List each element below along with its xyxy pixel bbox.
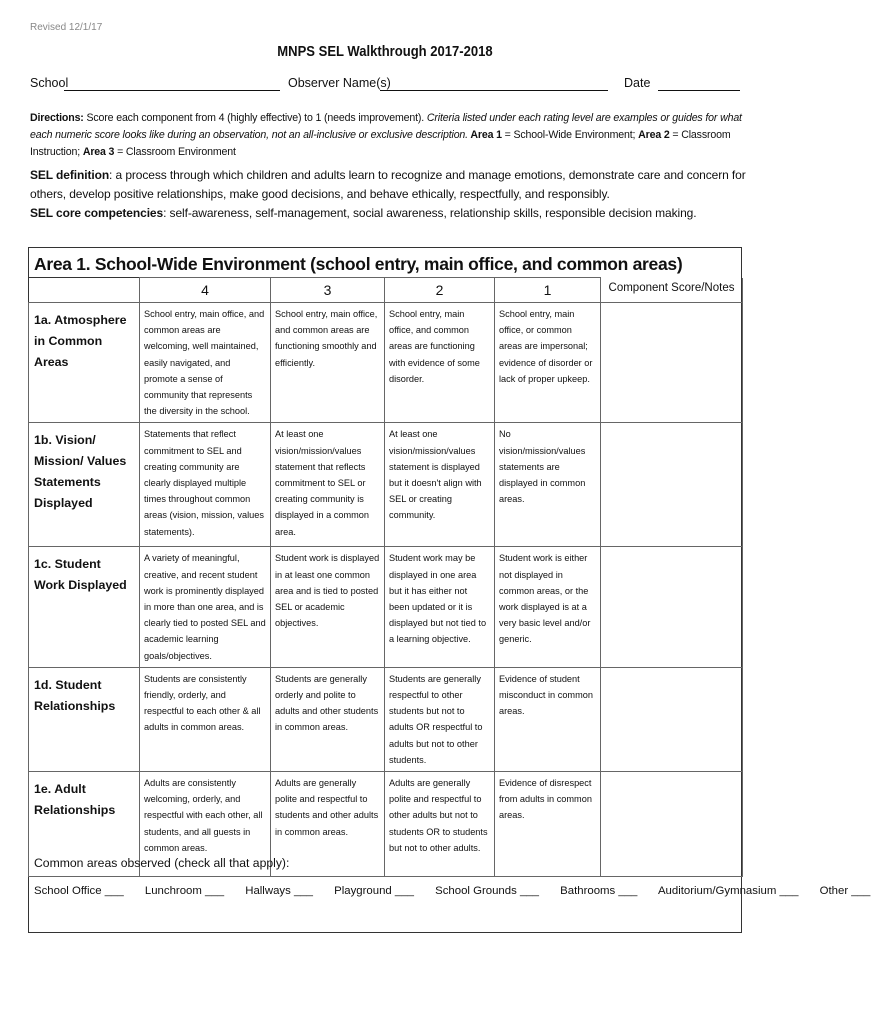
area1-title: Area 1. School-Wide Environment (school entry, main office, and common areas) xyxy=(34,254,683,274)
check-auditorium-gymnasium[interactable]: Auditorium/Gymnasium ___ xyxy=(657,885,799,897)
score-header-4: 4 xyxy=(140,278,271,303)
sel-section xyxy=(30,166,748,223)
criteria-cell: School entry, main office, and common areas are functioning smoothly and efficiently. xyxy=(271,303,385,423)
directions-label: Directions: xyxy=(30,112,84,124)
criteria-cell: Evidence of disrespect from adults in common areas. xyxy=(495,772,601,877)
sel-competencies-label: SEL core competencies xyxy=(30,206,164,220)
score-notes-cell[interactable] xyxy=(601,423,743,547)
component-header xyxy=(29,278,140,303)
criteria-cell: School entry, main office, and common areas are functioning with evidence of some disorder. xyxy=(385,303,495,423)
criteria-cell: Evidence of student misconduct in common areas. xyxy=(495,667,601,771)
score-notes-cell[interactable] xyxy=(601,547,743,667)
criteria-cell: A variety of meaningful, creative, and recent student work is prominently displayed in more than one area, and is clearly tied to posted SEL and academic learning goals/objectives. xyxy=(140,547,271,667)
check-playground[interactable]: Playground ___ xyxy=(334,885,414,897)
criteria-cell: Adults are generally polite and respectful to other adults but not to students OR to students but not to other adults. xyxy=(385,772,495,877)
component-1d: 1d. Student Relationships xyxy=(29,667,140,771)
criteria-cell: Statements that reflect commitment to SEL and creating community are clearly displayed multiple times throughout common areas (vision, mission, values statements). xyxy=(140,423,271,547)
check-school-grounds[interactable]: School Grounds ___ xyxy=(435,885,539,897)
area2-label: Area 2 xyxy=(638,129,670,141)
common-areas-checklist xyxy=(34,885,888,897)
criteria-cell: At least one vision/mission/values statement is displayed but it doesn't align with SEL or creating community. xyxy=(385,423,495,547)
observer-label: Observer Name(s) xyxy=(288,76,391,90)
criteria-cell: Adults are consistently welcoming, orderly, and respectful with each other, all students, and all guests in common areas. xyxy=(140,772,271,877)
check-school-office[interactable]: School Office ___ xyxy=(34,885,124,897)
criteria-cell: Students are generally orderly and polite to adults and other students in common areas. xyxy=(271,667,385,771)
sel-definition-label: SEL definition xyxy=(30,168,110,182)
table-row xyxy=(29,303,743,423)
rubric-header-row xyxy=(29,278,743,303)
check-bathrooms[interactable]: Bathrooms ___ xyxy=(560,885,638,897)
area1-label: Area 1 xyxy=(467,129,502,141)
score-notes-cell[interactable] xyxy=(601,667,743,771)
score-header-1: 1 xyxy=(495,278,601,303)
area1-rubric-table xyxy=(28,277,743,877)
component-1c: 1c. Student Work Displayed xyxy=(29,547,140,667)
sel-definition-text: : a process through which children and adults learn to recognize and manage emotions, demonstrate care and concern for others, develop positive relationships, make good decisions, and behave ethically, respectfully, and responsibly. xyxy=(30,168,746,201)
criteria-cell: No vision/mission/values statements are displayed in common areas. xyxy=(495,423,601,547)
date-label: Date xyxy=(624,76,651,90)
directions xyxy=(30,110,748,161)
area2-text: = Classroom Instruction; xyxy=(30,129,731,158)
area1-text: = School-Wide Environment; xyxy=(501,129,639,141)
score-header-2: 2 xyxy=(385,278,495,303)
header-fields xyxy=(30,76,742,94)
page-title: MNPS SEL Walkthrough 2017-2018 xyxy=(277,44,493,60)
check-lunchroom[interactable]: Lunchroom ___ xyxy=(144,885,225,897)
revised-date: Revised 12/1/17 xyxy=(30,22,103,33)
date-field[interactable] xyxy=(658,90,740,91)
criteria-cell: School entry, main office, and common areas are welcoming, well maintained, easily navigated, and promote a sense of community that represents the diversity in the school. xyxy=(140,303,271,423)
criteria-cell: Student work is displayed in at least one common area and is tied to posted SEL or academic objectives. xyxy=(271,547,385,667)
component-1a: 1a. Atmosphere in Common Areas xyxy=(29,303,140,423)
directions-text: Score each component from 4 (highly effective) to 1 (needs improvement). xyxy=(83,112,427,124)
school-field[interactable] xyxy=(64,90,280,91)
criteria-cell: Student work is either not displayed in common areas, or the work displayed is at a very basic level and/or generic. xyxy=(495,547,601,667)
criteria-cell: At least one vision/mission/values statement that reflects commitment to SEL or creating community is displayed in a common area. xyxy=(271,423,385,547)
observer-field[interactable] xyxy=(380,90,608,91)
table-row xyxy=(29,547,743,667)
notes-header: Component Score/Notes xyxy=(601,278,743,303)
score-header-3: 3 xyxy=(271,278,385,303)
directions-italic: Criteria listed under each rating level are examples or guides for what each numeric score looks like during an observation, not an all-inclusive or exclusive description. xyxy=(30,112,742,141)
score-notes-cell[interactable] xyxy=(601,303,743,423)
component-1b: 1b. Vision/ Mission/ Values Statements Displayed xyxy=(29,423,140,547)
area3-text: = Classroom Environment xyxy=(114,146,236,158)
table-row xyxy=(29,423,743,547)
criteria-cell: Students are generally respectful to other students but not to adults OR respectful to adults but not to other students. xyxy=(385,667,495,771)
sel-competencies-text: : self-awareness, self-management, social awareness, relationship skills, responsible decision making. xyxy=(163,206,697,220)
score-notes-cell[interactable] xyxy=(601,772,743,877)
criteria-cell: Adults are generally polite and respectful to students and other adults in common areas. xyxy=(271,772,385,877)
check-other[interactable]: Other ___ xyxy=(819,885,871,897)
criteria-cell: School entry, main office, or common areas are impersonal; evidence of disorder or lack of proper upkeep. xyxy=(495,303,601,423)
criteria-cell: Students are consistently friendly, orderly, and respectful to each other & all adults in common areas. xyxy=(140,667,271,771)
area3-label: Area 3 xyxy=(82,146,115,158)
common-areas-label: Common areas observed (check all that apply): xyxy=(34,856,290,870)
criteria-cell: Student work may be displayed in one area but it has either not been updated or it is displayed but not tied to a learning objective. xyxy=(385,547,495,667)
component-1e: 1e. Adult Relationships xyxy=(29,772,140,877)
check-hallways[interactable]: Hallways ___ xyxy=(245,885,313,897)
table-row xyxy=(29,667,743,771)
school-label: School xyxy=(30,76,69,90)
